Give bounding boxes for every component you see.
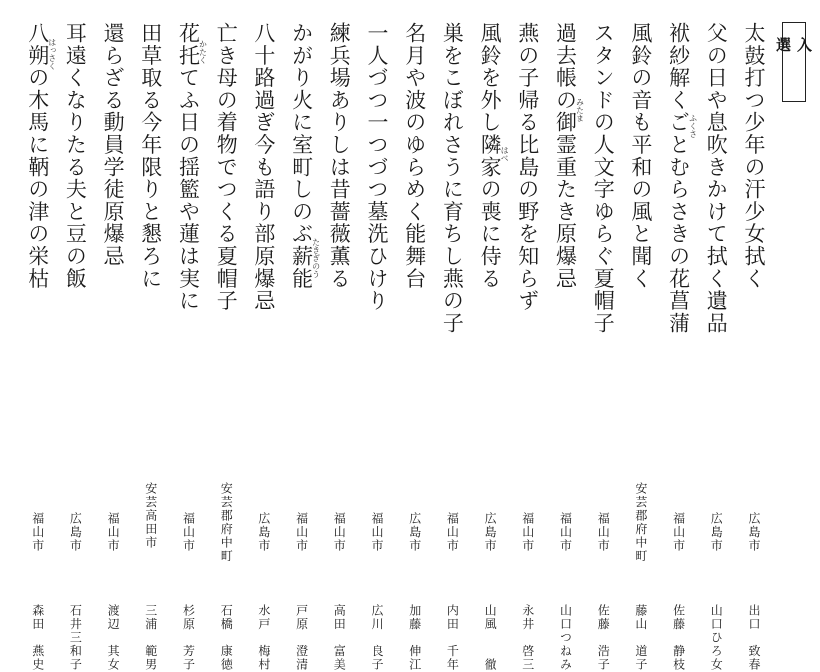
haiku-entry bbox=[399, 22, 431, 672]
haiku-text: 名月や波のゆらめく能舞台 bbox=[402, 22, 427, 290]
haiku-text: 太鼓打つ少年の汗少女拭く bbox=[742, 22, 766, 290]
haiku-entry bbox=[587, 22, 619, 672]
haiku-entry bbox=[474, 22, 510, 672]
haiku-entry bbox=[550, 22, 585, 672]
haiku-entry bbox=[700, 22, 732, 672]
haiku-entry bbox=[436, 22, 468, 672]
author-city: 福山市 bbox=[294, 512, 309, 553]
haiku-text: 風鈴の音も平和の風と聞く bbox=[628, 22, 653, 290]
haiku-entry bbox=[738, 22, 770, 672]
section-heading: 入 選 bbox=[782, 22, 806, 102]
author-block bbox=[217, 482, 237, 672]
author-name: 佐藤 静枝 bbox=[671, 604, 686, 672]
haiku-text: 花托てふ日の揺籃や蓮は実に bbox=[176, 22, 201, 312]
author-name: 森田 燕史 bbox=[30, 604, 45, 672]
haiku-text: 練兵場ありしは昔薔薇薫る bbox=[327, 22, 352, 290]
author-city: 福山市 bbox=[370, 512, 384, 553]
haiku-text: 燕の子帰る比島の野を知らず bbox=[515, 22, 540, 312]
author-name: 山風 徹 bbox=[483, 604, 498, 672]
author-city: 安芸郡府中町 bbox=[633, 482, 648, 563]
haiku-entry bbox=[173, 22, 208, 672]
haiku-text: 巣をこぼれさうに育ちし燕の子 bbox=[440, 22, 465, 335]
author-city: 福山市 bbox=[30, 512, 45, 553]
haiku-entry bbox=[135, 22, 167, 672]
author-block bbox=[406, 512, 426, 672]
author-city: 広島市 bbox=[407, 512, 422, 553]
author-block bbox=[66, 512, 86, 672]
haiku-text: 田草取る今年限りと懇ろに bbox=[138, 22, 163, 290]
haiku-text: 八朔の木馬に鞆の津の栄枯 bbox=[25, 22, 50, 290]
author-city: 広島市 bbox=[483, 512, 498, 553]
haiku-entry bbox=[663, 22, 698, 672]
author-name: 高田 富美 bbox=[332, 604, 347, 672]
author-block bbox=[594, 512, 614, 672]
author-city: 広島市 bbox=[68, 512, 83, 553]
ruby-reading: はべ bbox=[500, 146, 510, 162]
haiku-entry bbox=[210, 22, 242, 672]
author-block bbox=[707, 512, 727, 672]
haiku-entry bbox=[248, 22, 280, 672]
haiku-text: 還らざる動員学徒原爆忌 bbox=[101, 22, 126, 268]
author-city: 広島市 bbox=[747, 512, 761, 553]
haiku-entry bbox=[22, 22, 57, 672]
author-block bbox=[368, 512, 388, 672]
author-block bbox=[745, 512, 765, 672]
author-name: 石橋 康徳 bbox=[219, 604, 234, 672]
author-name: 渡辺 其女 bbox=[106, 604, 121, 672]
ruby-reading: かたく bbox=[198, 40, 208, 64]
author-block bbox=[481, 512, 501, 672]
author-name: 戸原 澄清 bbox=[294, 604, 309, 672]
ruby-reading: みたま bbox=[575, 98, 585, 122]
author-name: 広川 良子 bbox=[370, 604, 384, 672]
author-city: 福山市 bbox=[596, 512, 611, 553]
author-name: 石井三和子 bbox=[68, 604, 83, 672]
author-city: 福山市 bbox=[181, 512, 196, 553]
author-city: 安芸郡府中町 bbox=[219, 482, 234, 563]
author-name: 内田 千年 bbox=[445, 604, 460, 672]
haiku-text: 一人づつ一つづつ墓洗ひけり bbox=[365, 22, 389, 312]
author-city: 福山市 bbox=[332, 512, 347, 553]
haiku-entry bbox=[512, 22, 544, 672]
haiku-entry bbox=[286, 22, 321, 672]
author-block bbox=[104, 512, 124, 672]
haiku-text: 亡き母の着物でつくる夏帽子 bbox=[214, 22, 239, 312]
haiku-entry bbox=[361, 22, 393, 672]
author-block bbox=[632, 482, 652, 672]
ruby-reading: はっさく bbox=[47, 38, 57, 70]
author-name: 藤山 道子 bbox=[633, 604, 648, 672]
haiku-entry bbox=[97, 22, 129, 672]
author-city: 福山市 bbox=[520, 512, 535, 553]
author-city: 福山市 bbox=[106, 512, 121, 553]
author-name: 出口 致春 bbox=[747, 604, 761, 672]
author-block bbox=[255, 512, 275, 672]
author-name: 杉原 芳子 bbox=[181, 604, 196, 672]
haiku-text: 袱紗解くごとむらさきの花菖蒲 bbox=[666, 22, 691, 335]
haiku-entry bbox=[625, 22, 657, 672]
author-name: 加藤 伸江 bbox=[407, 604, 422, 672]
author-block bbox=[29, 512, 49, 672]
haiku-text: 耳遠くなりたる夫と豆の飯 bbox=[63, 22, 88, 290]
author-name: 山口つねみ bbox=[558, 604, 573, 672]
author-city: 福山市 bbox=[671, 512, 686, 553]
author-city: 福山市 bbox=[558, 512, 573, 553]
haiku-text: スタンドの人文字ゆらぐ夏帽子 bbox=[591, 22, 616, 335]
author-block bbox=[557, 512, 577, 672]
author-city: 安芸高田市 bbox=[143, 482, 158, 550]
author-city: 広島市 bbox=[256, 512, 271, 553]
author-name: 山口ひろ女 bbox=[709, 604, 724, 672]
author-block bbox=[443, 512, 463, 672]
haiku-text: 過去帳の御霊重たき原爆忌 bbox=[553, 22, 578, 290]
author-block bbox=[519, 512, 539, 672]
haiku-text: 八十路過ぎ今も語り部原爆忌 bbox=[251, 22, 276, 312]
haiku-entry bbox=[59, 22, 91, 672]
ruby-reading: たきぎのう bbox=[311, 238, 321, 278]
author-name: 三浦 範男 bbox=[143, 604, 158, 672]
author-name: 佐藤 浩子 bbox=[596, 604, 611, 672]
author-block bbox=[330, 512, 350, 672]
author-city: 広島市 bbox=[709, 512, 724, 553]
author-name: 永井 啓三 bbox=[520, 604, 535, 672]
author-name: 水戸 梅村 bbox=[256, 604, 271, 672]
haiku-text: 風鈴を外し隣家の喪に侍る bbox=[478, 22, 503, 290]
haiku-text: かがり火に室町しのぶ薪能 bbox=[289, 22, 314, 290]
haiku-text: 父の日や息吹きかけて拭く遺品 bbox=[704, 22, 729, 335]
author-block bbox=[293, 512, 313, 672]
ruby-reading: ふくさ bbox=[688, 114, 698, 138]
author-city: 福山市 bbox=[445, 512, 460, 553]
author-block bbox=[180, 512, 200, 672]
author-block bbox=[670, 512, 690, 672]
author-block bbox=[142, 482, 162, 672]
haiku-entry bbox=[323, 22, 355, 672]
